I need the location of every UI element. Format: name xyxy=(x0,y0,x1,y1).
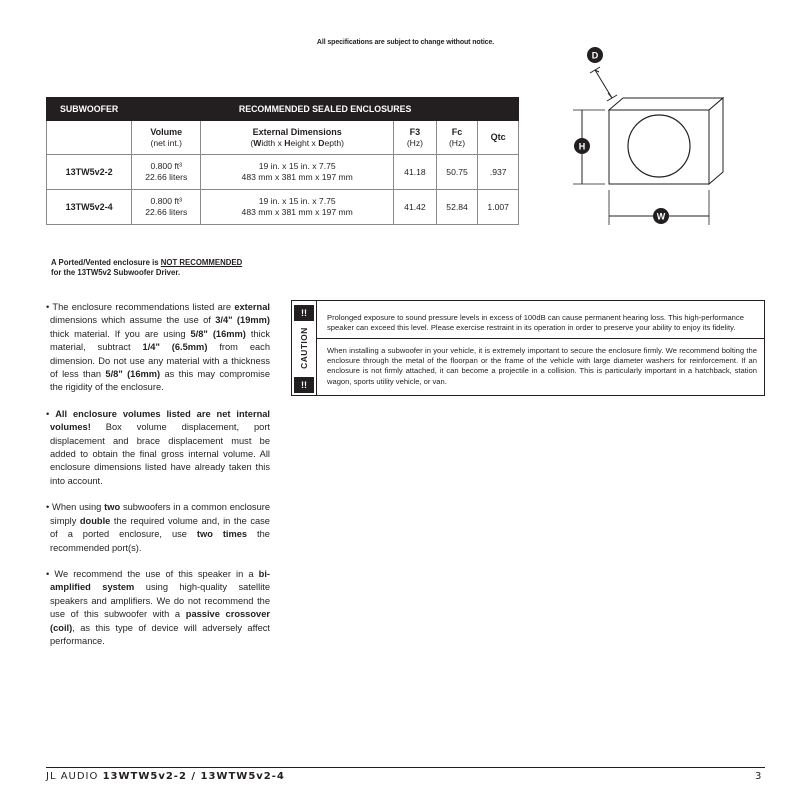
table-column-row xyxy=(47,121,519,155)
enclosure-top xyxy=(609,98,723,110)
footer-title: JL AUDIO 13WTW5v2-2 / 13WTW5v2-4 xyxy=(46,771,285,782)
row-qtc: .937 xyxy=(478,155,519,190)
column-external-label: External Dimensions xyxy=(252,126,342,137)
height-label: H xyxy=(578,141,586,152)
enclosure-spec-table xyxy=(46,97,519,225)
row-model: 13TW5v2-2 xyxy=(47,155,132,190)
header-recommended: RECOMMENDED SEALED ENCLOSURES xyxy=(132,98,519,121)
column-f3-label: F3 xyxy=(409,126,421,137)
caution-hearing-text: Prolonged exposure to sound pressure levels in excess of 100dB can cause permanent hearing loss. This high-performance speaker can exceed this level. Please exercise restraint in its operation in order to preserve your ability to enjoy its fidelity. xyxy=(327,313,744,332)
column-fc xyxy=(436,121,478,155)
note-external-dimensions: • The enclosure recommendations listed are external dimensions which assume the use of 3/4" (19mm) thick material. If you are using 5/8" (16mm) thick material, subtract 1/4" (6.5mm) from each dimension. Do not use any material with a thickness of less than 5/8" (16mm) as this may compromise the rigidity of the enclosure. xyxy=(46,302,271,393)
caution-divider xyxy=(317,338,765,339)
table-row xyxy=(47,190,519,225)
row-fc: 50.75 xyxy=(436,155,478,190)
ported-warning-line1: A Ported/Vented enclosure is NOT RECOMMENDED xyxy=(51,258,243,267)
table-row xyxy=(47,155,519,190)
footer-rule xyxy=(46,767,765,768)
column-qtc-label: Qtc xyxy=(490,132,506,142)
caution-box xyxy=(291,300,765,396)
note-net-volumes: • All enclosure volumes listed are net internal volumes! Box volume displacement, port displacement and brace displacement must be added to obtain the final gross internal volume. All enclosure dimensions listed have already taken this into account. xyxy=(46,408,271,486)
column-f3 xyxy=(394,121,437,155)
caution-sidebar xyxy=(292,301,317,395)
row-dimensions: 19 in. x 15 in. x 7.75 483 mm x 381 mm x 197 mm xyxy=(201,155,394,190)
column-volume xyxy=(132,121,201,155)
warning-icon: !! xyxy=(294,377,314,393)
column-f3-sub: (Hz) xyxy=(406,137,424,148)
column-fc-label: Fc xyxy=(451,126,463,137)
table-header-row xyxy=(47,98,519,121)
note-two-subwoofers: • When using two subwoofers in a common enclosure simply double the required volume and, in the case of a ported enclosure, use two times the recommended port(s). xyxy=(46,502,271,553)
ported-warning xyxy=(51,258,242,278)
row-f3: 41.18 xyxy=(394,155,437,190)
column-fc-sub: (Hz) xyxy=(448,137,466,148)
caution-label: CAUTION xyxy=(299,327,309,369)
row-qtc: 1.007 xyxy=(478,190,519,225)
row-fc: 52.84 xyxy=(436,190,478,225)
column-external-sub: (Width x Height x Depth) xyxy=(250,137,345,148)
row-f3: 41.42 xyxy=(394,190,437,225)
row-model: 13TW5v2-4 xyxy=(47,190,132,225)
row-dimensions: 19 in. x 15 in. x 7.75 483 mm x 381 mm x 197 mm xyxy=(201,190,394,225)
column-blank xyxy=(47,121,132,155)
speaker-cutout xyxy=(628,115,690,177)
enclosure-notes xyxy=(46,301,270,661)
column-volume-sub: (net int.) xyxy=(150,137,183,148)
column-volume-label: Volume xyxy=(150,126,183,137)
column-external xyxy=(201,121,394,155)
width-label: W xyxy=(656,211,666,222)
note-bi-amplified: • We recommend the use of this speaker in a bi-amplified system using high-quality satellite speakers and amplifiers. We do not recommend the use of this subwoofer with a passive crossover (coil), as this type of device will adversely affect performance. xyxy=(46,568,271,646)
enclosure-side xyxy=(709,98,723,184)
warning-icon: !! xyxy=(294,305,314,321)
row-volume: 0.800 ft³ 22.66 liters xyxy=(132,155,201,190)
depth-line xyxy=(595,70,612,98)
depth-label: D xyxy=(591,50,599,61)
header-subwoofer: SUBWOOFER xyxy=(47,98,132,121)
caution-mounting-text: When installing a subwoofer in your vehicle, it is extremely important to secure the enclosure firmly. We recommend bolting the enclosure through the metal of the floorpan or the frame of the vehicle with large diameter washers for reinforcement. If an enclosure is not firmly attached, it can become a projectile in a collision. This is particularly important in a hatchback, station wagon, sports utility vehicle, or van. xyxy=(327,346,757,386)
row-volume: 0.800 ft³ 22.66 liters xyxy=(132,190,201,225)
column-qtc xyxy=(478,121,519,155)
ported-warning-line2: for the 13TW5v2 Subwoofer Driver. xyxy=(51,268,181,277)
spec-notice: All specifications are subject to change without notice. xyxy=(316,39,495,46)
page-number: 3 xyxy=(755,771,762,782)
enclosure-diagram xyxy=(565,40,740,235)
